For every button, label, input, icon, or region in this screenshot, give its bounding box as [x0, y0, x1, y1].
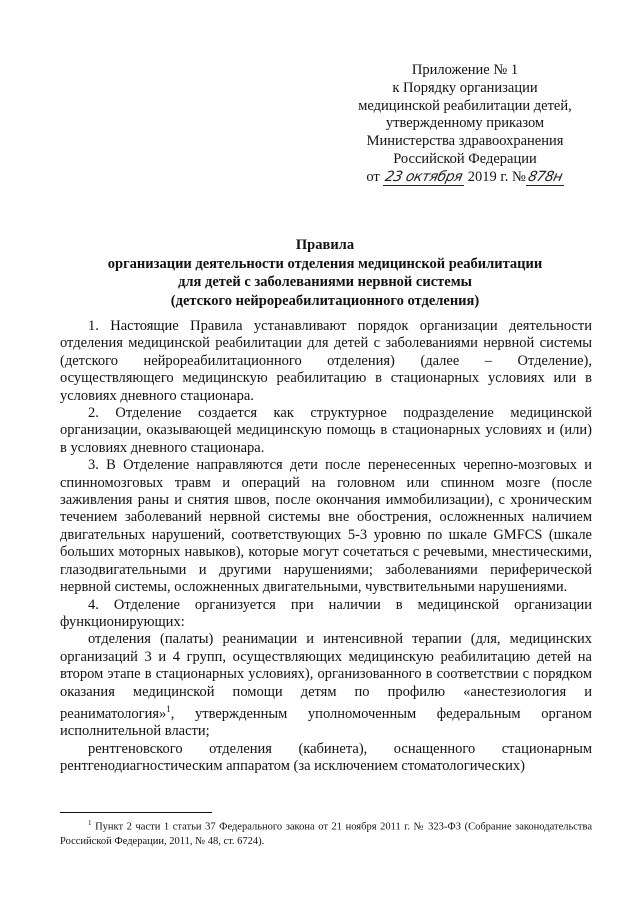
paragraph-5: [60, 631, 592, 740]
paragraph-5-text-end: , утвержденным уполномоченным федеральным органом исполнительной власти;: [60, 705, 592, 740]
date-year: 2019 г.: [467, 168, 509, 185]
title-line: (детского нейрореабилитационного отделения): [170, 292, 480, 309]
order-date-line: [330, 169, 600, 187]
title-line: организации деятельности отделения медицинской реабилитации: [107, 255, 543, 272]
appendix-line: медицинской реабилитации детей,: [358, 97, 572, 114]
handwritten-date: 23 октября: [383, 168, 465, 185]
appendix-header: [330, 62, 600, 187]
paragraph-3: 3. В Отделение направляются дети после перенесенных черепно-мозговых и спинномозговых травм и операций на головном или спинном мозге (после заживления раны и снятия швов, после окончания иммобилизации), с хроническим течением заболеваний нервной системы вне обострения, осложненных наличием двигательных нарушений, соответствующих 5-3 уровню по шкале GMFCS (шкале больших моторных навыков), которые могут сочетаться с речевыми, мнестическими, глазодвигательными и другими нарушениями; заболеваниями периферической нервной системы, осложненных двигательными, чувствительными нарушениями.: [60, 457, 592, 596]
footnote-divider: [60, 812, 212, 813]
footnote-marker: 1: [88, 819, 92, 827]
appendix-line: Российской Федерации: [393, 150, 537, 167]
footnote: [60, 816, 592, 849]
document-body: [60, 318, 592, 775]
appendix-line: утвержденному приказом: [385, 115, 545, 132]
footnote-text: Пункт 2 части 1 статьи 37 Федерального закона от 21 ноября 2011 г. № 323-ФЗ (Собрание законодательства Российской Федерации, 2011, № 48, ст. 6724).: [60, 821, 592, 847]
appendix-line: Приложение № 1: [411, 62, 519, 78]
date-prefix: от: [366, 168, 380, 185]
title-line: Правила: [295, 237, 355, 253]
number-prefix: №: [511, 168, 526, 185]
paragraph-4: 4. Отделение организуется при наличии в медицинской организации функционирующих:: [60, 596, 592, 630]
paragraph-2: 2. Отделение создается как структурное подразделение медицинской организации, оказывающей медицинскую помощь в стационарных условиях и (или) в условиях дневного стационара.: [60, 405, 592, 456]
document-title: [60, 236, 590, 310]
appendix-line: к Порядку организации: [392, 79, 538, 96]
handwritten-order-number: 878н: [526, 168, 564, 185]
appendix-line: Министерства здравоохранения: [366, 133, 564, 150]
footnote-ref: 1: [166, 703, 171, 714]
paragraph-5-text: отделения (палаты) реанимации и интенсивной терапии (для, медицинских организаций 3 и 4 групп, осуществляющих медицинскую реабилитацию детей на втором этапе в стационарных условиях), организованного в соответствии с порядком оказания медицинской помощи детям по профилю «анестезиология и реаниматология»: [60, 631, 592, 722]
title-line: для детей с заболеваниями нервной системы: [178, 274, 472, 290]
paragraph-6: рентгеновского отделения (кабинета), оснащенного стационарным рентгенодиагностическим аппаратом (за исключением стоматологических): [60, 740, 592, 774]
paragraph-1: 1. Настоящие Правила устанавливают порядок организации деятельности отделения медицинской реабилитации для детей с заболеваниями нервной системы (детского нейрореабилитационного отделения) (далее – Отделение), осуществляющего медицинскую реабилитацию в стационарных условиях или в условиях дневного стационара.: [60, 318, 592, 404]
